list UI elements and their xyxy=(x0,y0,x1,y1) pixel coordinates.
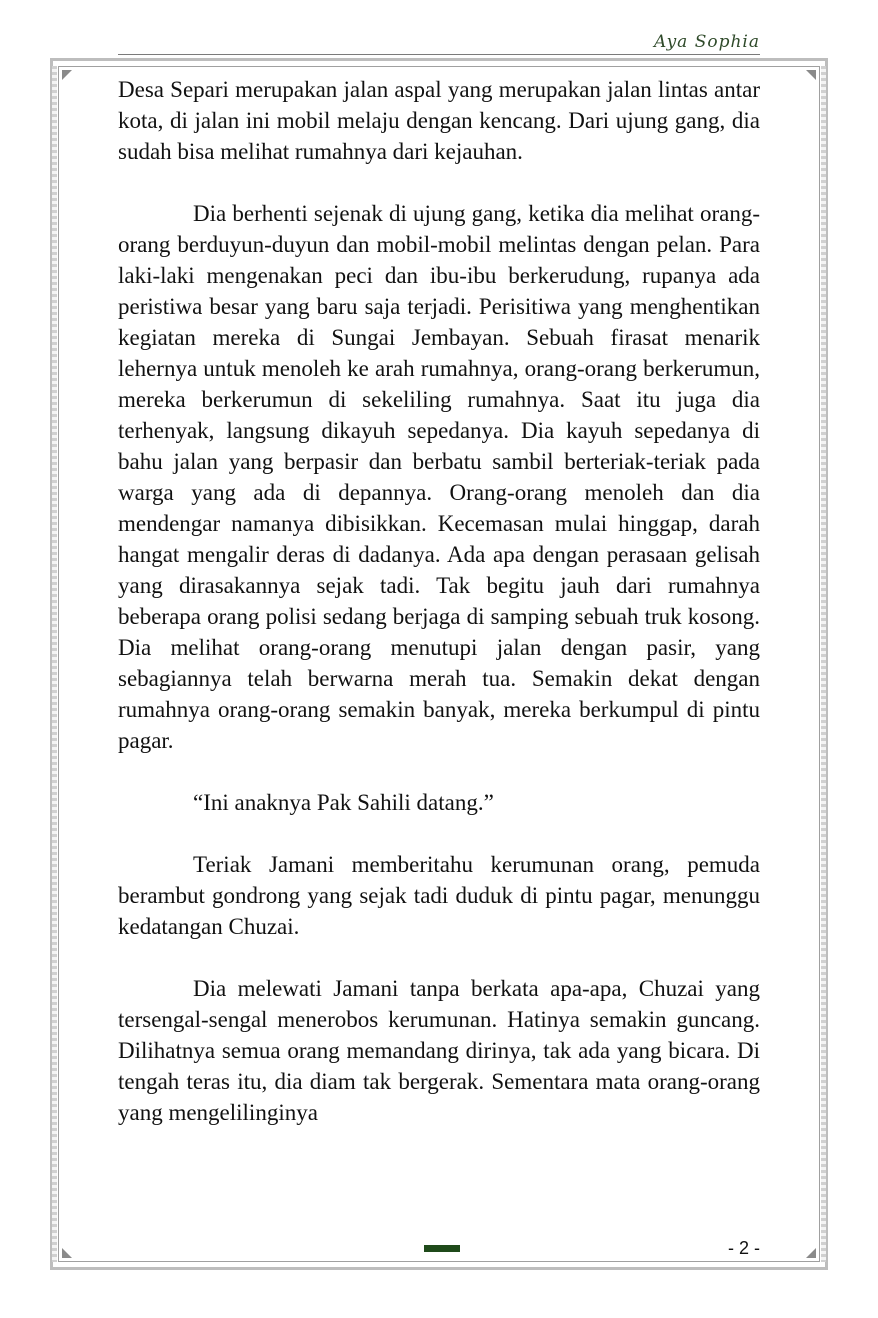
paragraph-2: Dia berhenti sejenak di ujung gang, ketika dia melihat orang-orang berduyun-duyun dan mobil-mobil melintas dengan pelan. Para laki-laki mengenakan peci dan ibu-ibu berkerudung, rupanya ada peristiwa besar yang baru saja terjadi. Perisitiwa yang menghentikan kegiatan mereka di Sungai Jembayan. Sebuah firasat menarik lehernya untuk menoleh ke arah rumahnya, orang-orang berkerumun, mereka berkerumun di sekeliling rumahnya. Saat itu juga dia terhenyak, langsung dikayuh sepedanya. Dia kayuh sepedanya di bahu jalan yang berpasir dan berbatu sambil berteriak-teriak pada warga yang ada di depannya. Orang-orang menoleh dan dia mendengar namanya dibisikkan. Kecemasan mulai hinggap, darah hangat mengalir deras di dadanya. Ada apa dengan perasaan gelisah yang dirasakannya sejak tadi. Tak begitu jauh dari rumahnya beberapa orang polisi sedang berjaga di samping sebuah truk kosong. Dia melihat orang-orang menutupi jalan dengan pasir, yang sebagiannya telah berwarna merah tua. Semakin dekat dengan rumahnya orang-orang semakin banyak, mereka berkumpul di pintu pagar. xyxy=(118,201,760,753)
paragraph-1: Desa Separi merupakan jalan aspal yang merupakan jalan lintas antar kota, di jalan ini mobil melaju dengan kencang. Dari ujung gang, dia sudah bisa melihat rumahnya dari kejauhan. xyxy=(118,77,760,164)
paragraph-4: Teriak Jamani memberitahu kerumunan orang, pemuda berambut gondrong yang sejak tadi duduk di pintu pagar, menunggu kedatangan Chuzai. xyxy=(118,852,760,939)
corner-ornament-bottom-right-icon xyxy=(806,1248,816,1258)
footer-accent-bar xyxy=(424,1245,460,1252)
body-text xyxy=(118,74,760,1128)
frame-rail-left xyxy=(52,66,57,1262)
page-number: - 2 - xyxy=(727,1238,760,1258)
corner-ornament-top-right-icon xyxy=(806,70,816,80)
header-title: Aya Sophia xyxy=(653,32,760,52)
frame-rail-right xyxy=(821,66,826,1262)
paragraph-5: Dia melewati Jamani tanpa berkata apa-apa, Chuzai yang tersengal-sengal menerobos kerumunan. Hatinya semakin guncang. Dilihatnya semua orang memandang dirinya, tak ada yang bicara. Di tengah teras itu, dia diam tak bergerak. Sementara mata orang-orang yang mengelilinginya xyxy=(118,976,760,1125)
corner-ornament-top-left-icon xyxy=(62,70,72,80)
corner-ornament-bottom-left-icon xyxy=(62,1248,72,1258)
header-rule xyxy=(118,54,760,55)
paragraph-3-quote: “Ini anaknya Pak Sahili datang.” xyxy=(193,790,494,815)
